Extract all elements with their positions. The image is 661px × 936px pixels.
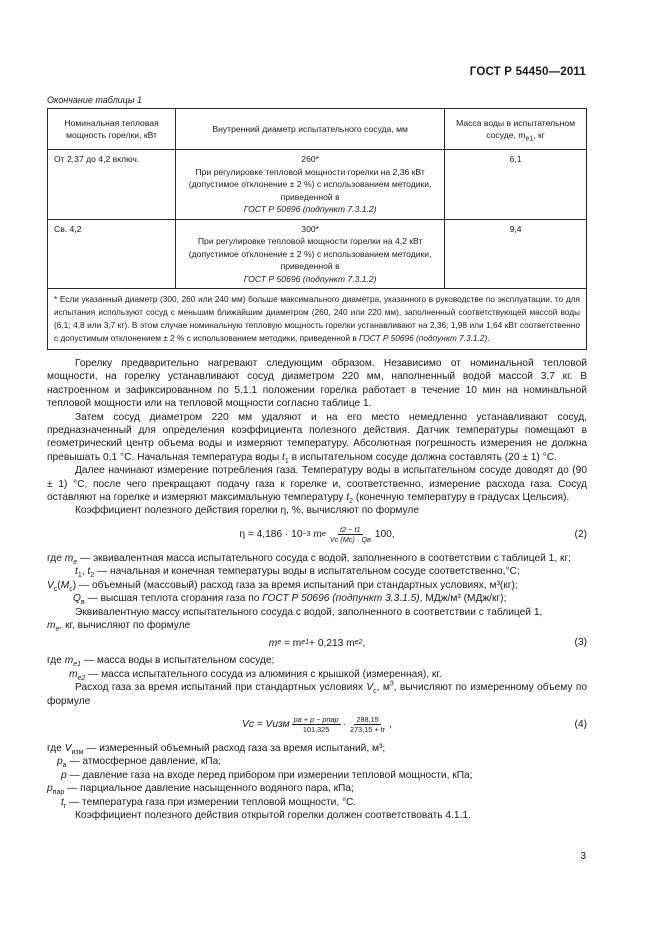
definition: $t_r$ — температура газа при измерении тепловой мощности, °С. <box>61 796 357 810</box>
paragraph: $m_e$, кг, вычисляют по формуле <box>47 619 191 633</box>
header-power: Номинальная тепловая мощность горелки, кВт <box>48 109 176 150</box>
standard-header: ГОСТ Р 54450—2011 <box>469 66 586 78</box>
table-caption: Окончание таблицы 1 <box>47 95 142 105</box>
paragraph: Затем сосуд диаметром 220 мм удаляют и на его место немедленно устанавливают сосуд, предназначенный для определения коэффициента полезного действия. Датчик температуры помещают в геометрический центр объема воды и измеряют температуру. Абсолютная погрешность измерения не должна превышать 0,1 °С. Начальная температура воды $t_1$ в испытательном сосуде должна составлять (20 ± 1) °С. <box>47 411 587 465</box>
paragraph: Далее начинают измерение потребления газа. Температуру воды в испытательном сосуде доводят до (90 ± 1) °С, после чего прекращают подачу газа к горелке и, соответственно, измерение расхода газа. Сосуд оставляют на горелке и измеряют максимальную температуру $t_2$ (конечную температуру в градусах Цельсия). <box>47 465 587 506</box>
paragraph: Горелку предварительно нагревают следующим образом. Независимо от номинальной тепловой мощности, на горелку устанавливают сосуд диаметром 220 мм, наполненный водой массой 3,7 кг. В настроенном и зафиксированном по 5.1.1 положении горелка работает в течение 10 мин на номинальной тепловой мощности или на тепловой мощности согласно таблице 1. <box>47 358 587 410</box>
cell-power: От 2,37 до 4,2 включ. <box>48 150 176 220</box>
definition: $Q_в$ — высшая теплота сгорания газа по ГОСТ Р 50696 (подпункт 3.3.1.5), МДж/м³ (МДж/кг); <box>73 593 507 607</box>
definition: $p_a$ — атмосферное давление, кПа; <box>57 756 222 770</box>
cell-power: Св. 4,2 <box>48 219 176 289</box>
water-mass-table <box>47 108 587 350</box>
definition: где $m_{e1}$ — масса воды в испытательном сосуде; <box>47 655 275 669</box>
cell-mass: 6,1 <box>445 150 587 220</box>
table-header-row <box>48 109 587 150</box>
cell-mass: 9,4 <box>445 219 587 289</box>
definition: где $m_e$ — эквивалентная масса испытательного сосуда с водой, заполненного в соответствии с таблицей 1, кг; <box>47 552 571 566</box>
formula-number: (3) <box>574 637 587 649</box>
header-mass: Масса воды в испытательном сосуде, $m_{e1}$, кг <box>445 109 587 150</box>
definition: $p_{пар}$ — парциальное давление насыщенного водяного пара, кПа; <box>47 783 354 797</box>
paragraph: Коэффициент полезного действия открытой горелки должен соответствовать 4.1.1. <box>75 809 471 821</box>
paragraph: Расход газа за время испытаний при стандартных условиях $V_c$, $м^3$, вычисляют по измеренному объему по формуле <box>47 680 587 707</box>
page-number: 3 <box>580 851 586 862</box>
definition: $V_c(M_c)$ — объемный (массовый) расход газа за время испытаний при стандартных условиях, м³(кг); <box>47 579 518 593</box>
formula-equivalent-mass: m e = m e1 + 0,213 m e2 , (3) <box>268 637 587 649</box>
formula-gas-volume: Vc = Vизм $\frac{\text{pa + p − pпар}}{101,325}$ · $\frac{288,15}{273,15 + tr}$ , (4) <box>242 715 587 735</box>
table-row <box>48 219 587 289</box>
document-body <box>47 357 587 822</box>
formula-efficiency: η = 4,186 · 10 −3 m e $\frac{t2 - t1}{Vc (Mc) \cdot Qв}$ 100, (2) <box>239 525 587 545</box>
definition: где $V_{изм}$ — измеренный объемный расход газа за время испытаний, м³; <box>47 742 386 756</box>
table-row <box>48 150 587 220</box>
header-diameter: Внутренний диаметр испытательного сосуда, мм <box>176 109 445 150</box>
paragraph: Эквивалентную массу испытательного сосуда с водой, заполненного в соответствии с таблицей 1, <box>75 606 543 618</box>
table-footnote: * Если указанный диаметр (300, 260 или 240 мм) больше максимального диаметра, указанного в руководстве по эксплуатации, то для испытания используют сосуд с меньшим ближайшим диаметром (260, 240 или 220 мм), заполненный соответствующей массой воды (6,1; 4,8 или 3,7 кг). В этом случае номинальную тепловую мощность горелки устанавливают на 2,36; 1,98 или 1,64 кВт соответственно с допустимым отклонением ± 2 % с использованием методики, приведенной в ГОСТ Р 50696 (подпункт 7.3.1.2). <box>48 289 587 350</box>
definition: p — давление газа на входе перед прибором при измерении тепловой мощности, кПа; <box>61 769 473 781</box>
formula-number: (2) <box>574 528 587 540</box>
definition: $m_{e2}$ — масса испытательного сосуда из алюминия с крышкой (измеренная), кг. <box>69 668 442 682</box>
paragraph: Коэффициент полезного действия горелки η, %, вычисляют по формуле <box>75 505 420 517</box>
table-footnote-row <box>48 289 587 350</box>
definition: $t_1$, $t_2$ — начальная и конечная температуры воды в испытательном сосуде соответственно,°С; <box>75 566 520 580</box>
cell-diameter: 260* При регулировке тепловой мощности горелки на 2,36 кВт (допустимое отклонение ± 2 %) с использованием методики, приведенной в ГОСТ Р 50696 (подпункт 7.3.1.2) <box>176 150 445 220</box>
cell-diameter: 300* При регулировке тепловой мощности горелки на 4,2 кВт (допустимое отклонение ± 2 %) с использованием методики, приведенной в ГОСТ Р 50696 (подпункт 7.3.1.2) <box>176 219 445 289</box>
formula-number: (4) <box>574 718 587 730</box>
